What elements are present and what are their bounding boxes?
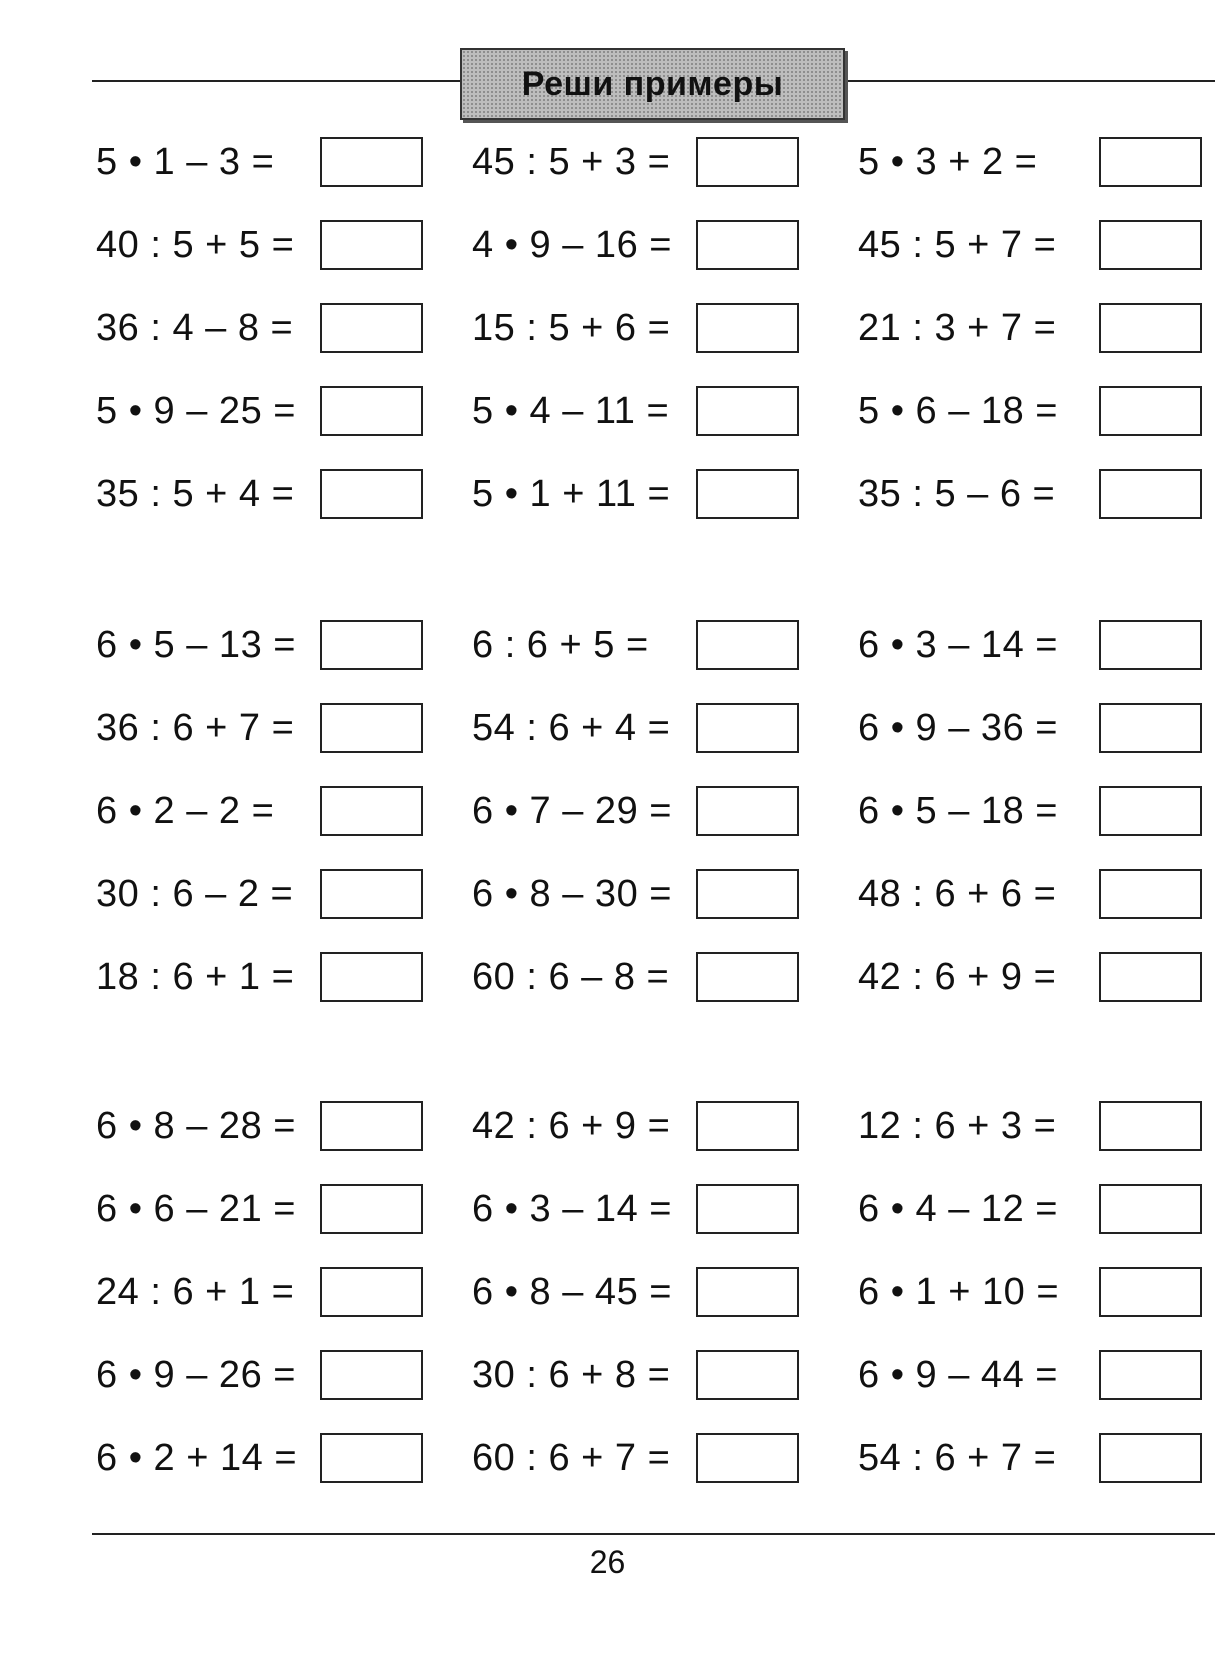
exercise-row <box>0 936 1215 1019</box>
exercise-expression: 6 • 5 – 18 = <box>858 790 1058 832</box>
exercise <box>96 1251 476 1334</box>
answer-box[interactable] <box>696 1433 799 1483</box>
answer-box[interactable] <box>696 786 799 836</box>
exercise-expression: 6 • 4 – 12 = <box>858 1188 1058 1230</box>
exercise <box>472 1417 852 1500</box>
exercise-expression: 6 • 6 – 21 = <box>96 1188 296 1230</box>
exercise <box>472 770 852 853</box>
exercise-expression: 45 : 5 + 7 = <box>858 224 1057 266</box>
exercise <box>96 287 476 370</box>
exercise-expression: 54 : 6 + 7 = <box>858 1437 1057 1479</box>
exercise-expression: 12 : 6 + 3 = <box>858 1105 1057 1147</box>
exercise-expression: 6 • 7 – 29 = <box>472 790 672 832</box>
exercise <box>472 687 852 770</box>
exercise <box>858 687 1215 770</box>
exercise <box>472 1251 852 1334</box>
exercise <box>96 1417 476 1500</box>
exercise <box>858 1334 1215 1417</box>
answer-box[interactable] <box>320 1267 423 1317</box>
answer-box[interactable] <box>696 620 799 670</box>
exercise-block <box>0 121 1215 536</box>
exercise-row <box>0 370 1215 453</box>
exercise <box>96 204 476 287</box>
header-rule-right <box>843 80 1215 82</box>
exercise-expression: 6 • 9 – 44 = <box>858 1354 1058 1396</box>
answer-box[interactable] <box>320 469 423 519</box>
exercise-row <box>0 1334 1215 1417</box>
exercise-expression: 54 : 6 + 4 = <box>472 707 671 749</box>
exercise <box>858 370 1215 453</box>
exercise <box>96 370 476 453</box>
exercise-row <box>0 1251 1215 1334</box>
answer-box[interactable] <box>1099 469 1202 519</box>
answer-box[interactable] <box>696 952 799 1002</box>
exercise <box>858 121 1215 204</box>
exercise <box>472 370 852 453</box>
exercise <box>472 121 852 204</box>
exercise-expression: 60 : 6 – 8 = <box>472 956 670 998</box>
exercise <box>858 453 1215 536</box>
answer-box[interactable] <box>320 1184 423 1234</box>
exercise-expression: 36 : 6 + 7 = <box>96 707 295 749</box>
answer-box[interactable] <box>696 303 799 353</box>
exercise-expression: 48 : 6 + 6 = <box>858 873 1057 915</box>
exercise-expression: 30 : 6 + 8 = <box>472 1354 671 1396</box>
exercise <box>96 604 476 687</box>
answer-box[interactable] <box>320 869 423 919</box>
answer-box[interactable] <box>320 220 423 270</box>
exercise-block <box>0 604 1215 1019</box>
exercise <box>858 1251 1215 1334</box>
exercise <box>96 1168 476 1251</box>
answer-box[interactable] <box>320 1101 423 1151</box>
exercise-expression: 21 : 3 + 7 = <box>858 307 1057 349</box>
answer-box[interactable] <box>1099 137 1202 187</box>
exercise-row <box>0 287 1215 370</box>
answer-box[interactable] <box>320 1433 423 1483</box>
exercise-expression: 5 • 1 + 11 = <box>472 473 671 515</box>
exercise-expression: 5 • 3 + 2 = <box>858 141 1038 183</box>
answer-box[interactable] <box>696 1350 799 1400</box>
exercise <box>472 853 852 936</box>
exercise-expression: 35 : 5 + 4 = <box>96 473 295 515</box>
answer-box[interactable] <box>320 303 423 353</box>
exercise <box>472 936 852 1019</box>
exercise-expression: 6 • 3 – 14 = <box>858 624 1058 666</box>
answer-box[interactable] <box>320 620 423 670</box>
exercise <box>858 204 1215 287</box>
exercise-row <box>0 770 1215 853</box>
answer-box[interactable] <box>1099 303 1202 353</box>
exercise-expression: 5 • 1 – 3 = <box>96 141 275 183</box>
exercise <box>858 1085 1215 1168</box>
exercise-expression: 5 • 6 – 18 = <box>858 390 1058 432</box>
exercise-expression: 5 • 9 – 25 = <box>96 390 296 432</box>
exercise <box>96 770 476 853</box>
exercise-expression: 30 : 6 – 2 = <box>96 873 294 915</box>
exercise <box>96 453 476 536</box>
exercise <box>96 121 476 204</box>
exercise <box>472 604 852 687</box>
exercise-expression: 6 • 2 – 2 = <box>96 790 275 832</box>
exercise <box>858 1417 1215 1500</box>
answer-box[interactable] <box>1099 386 1202 436</box>
answer-box[interactable] <box>1099 1433 1202 1483</box>
exercise-expression: 24 : 6 + 1 = <box>96 1271 295 1313</box>
exercise-expression: 6 • 3 – 14 = <box>472 1188 672 1230</box>
exercise-expression: 4 • 9 – 16 = <box>472 224 672 266</box>
exercise <box>472 1085 852 1168</box>
answer-box[interactable] <box>1099 1101 1202 1151</box>
exercise <box>472 204 852 287</box>
exercise-expression: 42 : 6 + 9 = <box>472 1105 671 1147</box>
exercise-expression: 45 : 5 + 3 = <box>472 141 671 183</box>
exercise-expression: 6 • 9 – 26 = <box>96 1354 296 1396</box>
answer-box[interactable] <box>1099 1184 1202 1234</box>
answer-box[interactable] <box>696 469 799 519</box>
exercise-row <box>0 687 1215 770</box>
answer-box[interactable] <box>696 220 799 270</box>
exercise-expression: 6 • 2 + 14 = <box>96 1437 298 1479</box>
exercise-expression: 6 : 6 + 5 = <box>472 624 649 666</box>
answer-box[interactable] <box>696 869 799 919</box>
answer-box[interactable] <box>1099 952 1202 1002</box>
exercise <box>96 853 476 936</box>
header-rule-left <box>92 80 462 82</box>
answer-box[interactable] <box>320 386 423 436</box>
footer-rule <box>92 1533 1215 1535</box>
answer-box[interactable] <box>696 137 799 187</box>
exercise <box>858 1168 1215 1251</box>
exercise-expression: 15 : 5 + 6 = <box>472 307 671 349</box>
answer-box[interactable] <box>320 952 423 1002</box>
exercise-expression: 6 • 8 – 30 = <box>472 873 672 915</box>
exercise-expression: 40 : 5 + 5 = <box>96 224 295 266</box>
exercise <box>858 287 1215 370</box>
exercise <box>96 1334 476 1417</box>
answer-box[interactable] <box>1099 220 1202 270</box>
exercise <box>96 687 476 770</box>
exercise <box>472 287 852 370</box>
exercise-expression: 6 • 1 + 10 = <box>858 1271 1060 1313</box>
exercise-row <box>0 604 1215 687</box>
answer-box[interactable] <box>696 1267 799 1317</box>
page-title: Реши примеры <box>521 64 784 103</box>
page-number: 26 <box>589 1544 626 1580</box>
exercise-block <box>0 1085 1215 1500</box>
answer-box[interactable] <box>696 386 799 436</box>
exercise <box>858 853 1215 936</box>
answer-box[interactable] <box>320 703 423 753</box>
answer-box[interactable] <box>320 786 423 836</box>
exercise <box>96 936 476 1019</box>
title-banner <box>460 48 845 120</box>
exercise <box>472 453 852 536</box>
exercise-expression: 60 : 6 + 7 = <box>472 1437 671 1479</box>
exercise-expression: 6 • 8 – 28 = <box>96 1105 296 1147</box>
exercise-expression: 6 • 9 – 36 = <box>858 707 1058 749</box>
exercise-row <box>0 121 1215 204</box>
exercise-row <box>0 453 1215 536</box>
exercise-expression: 5 • 4 – 11 = <box>472 390 670 432</box>
answer-box[interactable] <box>1099 1350 1202 1400</box>
exercise-expression: 6 • 8 – 45 = <box>472 1271 672 1313</box>
answer-box[interactable] <box>1099 620 1202 670</box>
exercise-row <box>0 1168 1215 1251</box>
exercise <box>472 1334 852 1417</box>
exercise-expression: 36 : 4 – 8 = <box>96 307 294 349</box>
exercise <box>858 604 1215 687</box>
answer-box[interactable] <box>320 1350 423 1400</box>
answer-box[interactable] <box>320 137 423 187</box>
exercise-expression: 18 : 6 + 1 = <box>96 956 295 998</box>
answer-box[interactable] <box>696 1101 799 1151</box>
answer-box[interactable] <box>1099 703 1202 753</box>
exercise-expression: 35 : 5 – 6 = <box>858 473 1056 515</box>
exercise-expression: 42 : 6 + 9 = <box>858 956 1057 998</box>
exercise-row <box>0 204 1215 287</box>
exercise-expression: 6 • 5 – 13 = <box>96 624 296 666</box>
exercise <box>858 936 1215 1019</box>
exercise <box>96 1085 476 1168</box>
exercise-row <box>0 1085 1215 1168</box>
exercise-row <box>0 853 1215 936</box>
exercise <box>858 770 1215 853</box>
answer-box[interactable] <box>1099 786 1202 836</box>
exercise <box>472 1168 852 1251</box>
answer-box[interactable] <box>1099 869 1202 919</box>
answer-box[interactable] <box>1099 1267 1202 1317</box>
answer-box[interactable] <box>696 703 799 753</box>
exercise-row <box>0 1417 1215 1500</box>
answer-box[interactable] <box>696 1184 799 1234</box>
